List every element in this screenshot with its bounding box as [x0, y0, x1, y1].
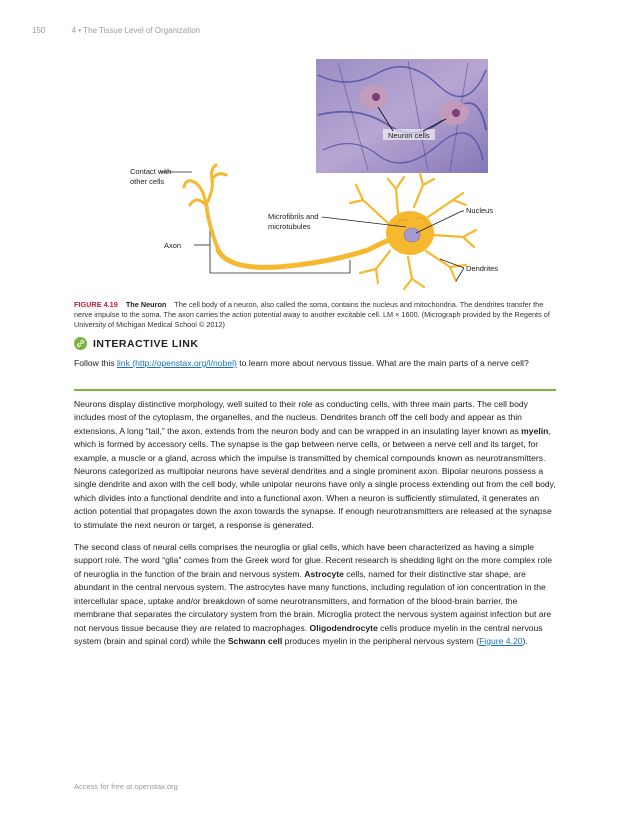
running-header — [32, 26, 200, 35]
term-oligodendrocyte: Oligodendrocyte — [309, 622, 378, 633]
nobel-link[interactable]: link (http://openstax.org/l/nobel) — [116, 358, 237, 368]
axon-terminal — [184, 165, 226, 250]
micrograph — [316, 59, 488, 173]
term-schwann-cell: Schwann cell — [227, 635, 283, 646]
p2-text-3: cells produce myelin in the central nervous system (brain and spinal cord) while the — [74, 622, 543, 646]
label-contact-line2: other cells — [130, 177, 165, 186]
p2-text-1: The second class of neural cells comprises the neuroglia or glial cells, which have been characterized as having a simple support role. The word “glia” comes from the Greek word for glue. Recent research is shedding light on the more complex role of neuroglia in the function of the brain and nervous system. — [74, 542, 552, 579]
label-dendrites: Dendrites — [466, 264, 499, 273]
p2-text-4: produces myelin in the peripheral nervous system ( — [282, 635, 480, 646]
paragraph-neuroglia — [74, 541, 560, 648]
neuron-illustration — [78, 55, 554, 291]
ilink-text-before: Follow this — [74, 358, 117, 368]
label-nucleus: Nucleus — [466, 206, 494, 215]
label-contact-line1: Contact with — [130, 167, 172, 176]
green-divider — [74, 389, 556, 391]
interactive-link-heading — [74, 337, 198, 350]
neuron-figure — [78, 55, 554, 291]
paragraph-neurons — [74, 398, 560, 532]
label-microfibrils-line2: microtubules — [268, 222, 311, 231]
label-microfibrils-line1: Microfibrils and — [268, 212, 319, 221]
main-body — [74, 398, 560, 657]
figure-4-20-link[interactable]: Figure 4.20 — [479, 635, 523, 646]
figure-caption — [74, 300, 560, 331]
label-neuron-cells: Neuron cells — [388, 131, 430, 140]
p1-text-2: , which is formed by accessory cells. The synapse is the gap between nerve cells, or between a nerve cell and its target, for example, a muscle or a gland, across which the impulse is transmitted by chemical compounds known as neurotransmitters. Neurons categorized as multipolar neurons have several dendrites and a single prominent axon. Bipolar neurons possess a single dendrite and axon with the cell body, while unipolar neurons have only a single process extending out from the cell body, which divides into a functional dendrite and into a functional axon. When a neuron is sufficiently stimulated, it generates an action potential that propagates down the axon towards the synapse. If enough neurotransmitters are released at the synapse to stimulate the next neuron or target, a response is generated. — [74, 425, 556, 530]
term-astrocyte: Astrocyte — [304, 568, 344, 579]
term-myelin: myelin — [521, 425, 549, 436]
p1-text-1: Neurons display distinctive morphology, well suited to their role as conducting cells, with three main parts. The cell body includes most of the cytoplasm, the organelles, and the nucleus. Dendrites branch off the cell body and appear as thin extensions. A long “tail,” the axon, extends from the neuron body and can be wrapped in an insulating layer known as — [74, 399, 528, 436]
page-footer: Access for free at openstax.org — [74, 782, 178, 791]
label-axon: Axon — [164, 241, 182, 250]
caption-text: The cell body of a neuron, also called the soma, contains the nucleus and mitochondria. The dendrites transfer the nerve impulse to the soma. The axon carries the action potential away to another excitable cell. LM × 1600. (Micrograph provided by the Regents of University of Michigan Medical School © 2012) — [74, 300, 550, 330]
ilink-text-after: to learn more about nervous tissue. What are the main parts of a nerve cell? — [236, 358, 529, 368]
chapter-title: 4 • The Tissue Level of Organization — [71, 26, 201, 35]
axon — [218, 237, 396, 267]
p2-text-2: cells, named for their distinctive star shape, are abundant in the central nervous system. The astrocytes have many functions, including regulation of ion concentration in the intercellular space, uptake and/or breakdown of some neurotransmitters, and formation of the blood-brain barrier, the membrane that separates the circulatory system from the brain. Microglia protect the nervous system against infection but are not nervous tissue because they are related to macrophages. — [74, 568, 552, 633]
figure-number: FIGURE 4.19 — [74, 300, 118, 309]
link-icon — [74, 337, 87, 350]
page-number: 150 — [32, 26, 46, 35]
nucleus — [404, 228, 420, 242]
interactive-link-text — [74, 357, 560, 370]
interactive-link-title: INTERACTIVE LINK — [93, 337, 199, 350]
p2-text-5: ). — [522, 635, 528, 646]
figure-title: The Neuron — [125, 300, 167, 309]
